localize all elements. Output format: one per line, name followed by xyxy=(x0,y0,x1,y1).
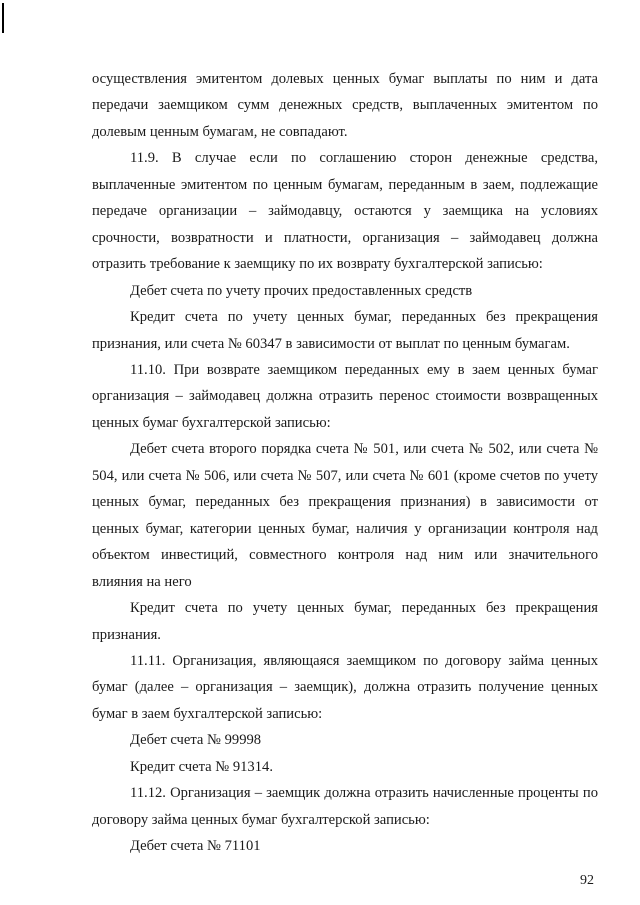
entry-debit-71101: Дебет счета № 71101 xyxy=(130,838,261,855)
paragraph-11-12: 11.12. Организация – заемщик должна отразить начисленные проценты по договору займа ценных бумаг бухгалтерской записью: xyxy=(92,785,598,828)
margin-marker xyxy=(2,3,4,33)
paragraph-11-11: 11.11. Организация, являющаяся заемщиком по договору займа ценных бумаг (далее – организация – заемщик), должна отразить получение ценных бумаг в заем бухгалтерской записью: xyxy=(92,652,598,722)
entry-debit-second-order: Дебет счета второго порядка счета № 501, или счета № 502, или счета № 504, или счета № 506, или счета № 507, или счета № 601 (кроме счетов по учету ценных бумаг, переданных без прекращения признания) в зависимости от ценных бумаг, категории ценных бумаг, наличия у организации контроля над объектом инвестиций, совместного контроля над ним или значительного влияния на него xyxy=(92,441,598,590)
entry-credit-securities: Кредит счета по учету ценных бумаг, переданных без прекращения признания. xyxy=(92,600,598,643)
entry-debit-99998: Дебет счета № 99998 xyxy=(130,732,262,749)
entry-credit-securities-60347: Кредит счета по учету ценных бумаг, переданных без прекращения признания, или счета № 60347 в зависимости от выплат по ценным бумагам. xyxy=(92,309,598,352)
entry-debit-other-funds: Дебет счета по учету прочих предоставленных средств xyxy=(130,282,473,299)
document-body xyxy=(92,66,598,860)
page-number: 92 xyxy=(580,873,594,888)
paragraph-11-10: 11.10. При возврате заемщиком переданных ему в заем ценных бумаг организация – займодавец должна отразить перенос стоимости возвращенных ценных бумаг бухгалтерской записью: xyxy=(92,361,598,431)
paragraph-continuation: осуществления эмитентом долевых ценных бумаг выплаты по ним и дата передачи заемщиком сумм денежных средств, выплаченных эмитентом по долевым ценным бумагам, не совпадают. xyxy=(92,71,598,140)
entry-credit-91314: Кредит счета № 91314. xyxy=(130,758,273,775)
paragraph-11-9: 11.9. В случае если по соглашению сторон денежные средства, выплаченные эмитентом по ценным бумагам, переданным в заем, подлежащие передаче организации – займодавцу, остаются у заемщика на условиях срочности, возвратности и платности, организация – займодавец должна отразить требование к заемщику по их возврату бухгалтерской записью: xyxy=(92,150,598,273)
